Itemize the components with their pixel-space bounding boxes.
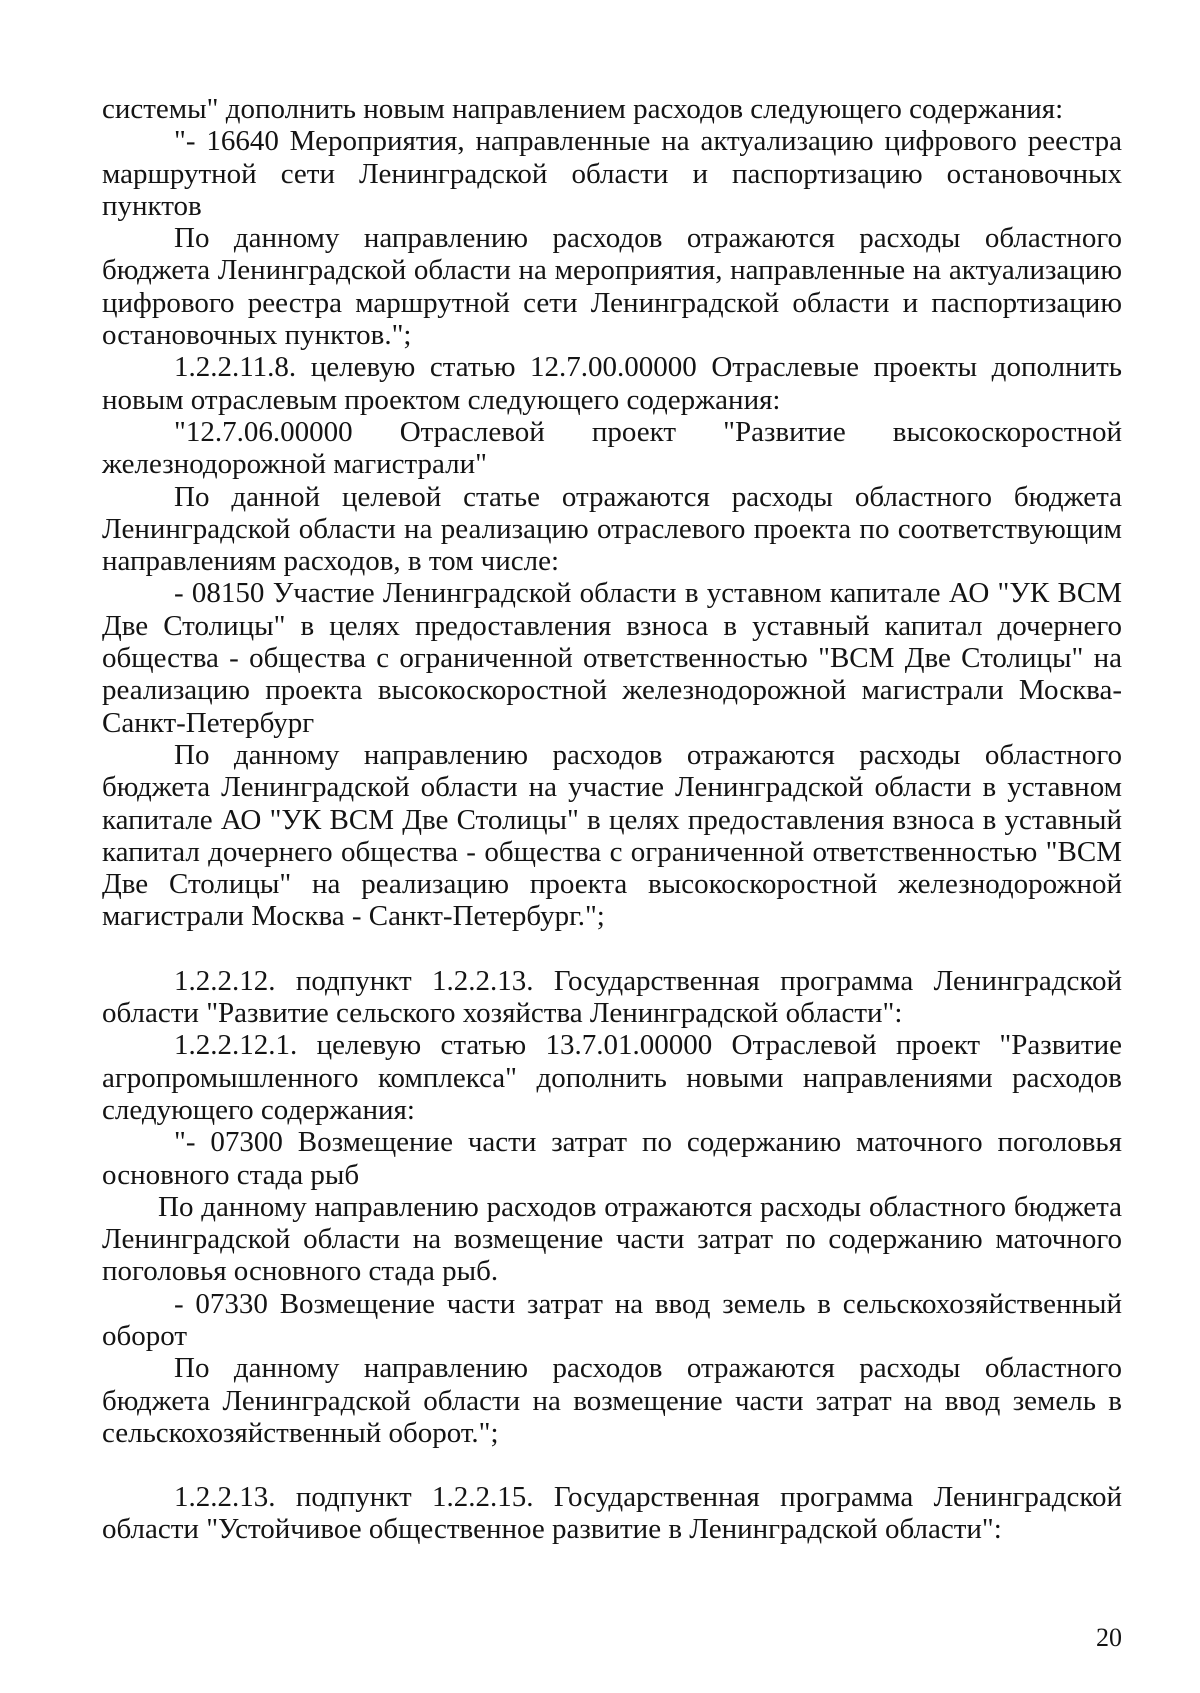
paragraph-expense-direction-intro: системы" дополнить новым направлением расходов следующего содержания: — [102, 93, 1064, 125]
paragraph-08150-direction: - 08150 Участие Ленинградской области в уставном капитале АО "УК ВСМ Две Столицы" в целях предоставления взноса в уставный капитал дочернего общества - общества с ограниченной ответственностью "ВСМ Две Столицы" на реализацию проекта высокоскоростной железнодорожной магистрали Москва-Санкт-Петербург — [102, 577, 1122, 739]
paragraph-1-2-2-13: 1.2.2.13. подпункт 1.2.2.15. Государственная программа Ленинградской области "Устойчивое общественное развитие в Ленинградской области": — [102, 1481, 1122, 1546]
paragraph-12-7-06-description: По данной целевой статье отражаются расходы областного бюджета Ленинградской области на реализацию отраслевого проекта по соответствующим направлениям расходов, в том числе: — [102, 480, 1122, 578]
paragraph-16640-description: По данному направлению расходов отражаются расходы областного бюджета Ленинградской области на мероприятия, направленные на актуализацию цифрового реестра маршрутной сети Ленинградской области и паспортизацию остановочных пунктов."; — [102, 222, 1122, 352]
paragraph-16640-direction: "- 16640 Мероприятия, направленные на актуализацию цифрового реестра маршрутной сети Ленинградской области и паспортизацию остановочных пунктов — [102, 125, 1122, 222]
paragraph-07300-direction: "- 07300 Возмещение части затрат по содержанию маточного поголовья основного стада рыб — [102, 1126, 1122, 1191]
document-body — [102, 93, 1122, 1546]
paragraph-07330-direction: - 07330 Возмещение части затрат на ввод земель в сельскохозяйственный оборот — [102, 1287, 1122, 1352]
paragraph-07300-description: По данному направлению расходов отражаются расходы областного бюджета Ленинградской области на возмещение части затрат по содержанию маточного поголовья основного стада рыб. — [102, 1190, 1122, 1288]
paragraph-08150-description: По данному направлению расходов отражаются расходы областного бюджета Ленинградской области на участие Ленинградской области в уставном капитале АО "УК ВСМ Две Столицы" в целях предоставления взноса в уставный капитал дочернего общества - общества с ограниченной ответственностью "ВСМ Две Столицы" на реализацию проекта высокоскоростной железнодорожной магистрали Москва - Санкт-Петербург."; — [102, 738, 1122, 933]
paragraph-1-2-2-12-1: 1.2.2.12.1. целевую статью 13.7.01.00000 Отраслевой проект "Развитие агропромышленного комплекса" дополнить новыми направлениями расходов следующего содержания: — [102, 1029, 1122, 1126]
paragraph-1-2-2-12: 1.2.2.12. подпункт 1.2.2.13. Государственная программа Ленинградской области "Развитие сельского хозяйства Ленинградской области": — [102, 964, 1122, 1030]
page-number: 20 — [1096, 1623, 1122, 1652]
paragraph-12-7-06-project: "12.7.06.00000 Отраслевой проект "Развитие высокоскоростной железнодорожной магистрали" — [102, 415, 1122, 481]
paragraph-07330-description: По данному направлению расходов отражаются расходы областного бюджета Ленинградской области на возмещение части затрат на ввод земель в сельскохозяйственный оборот."; — [102, 1352, 1122, 1449]
paragraph-1-2-2-11-8: 1.2.2.11.8. целевую статью 12.7.00.00000 Отраслевые проекты дополнить новым отраслевым проектом следующего содержания: — [102, 351, 1122, 416]
